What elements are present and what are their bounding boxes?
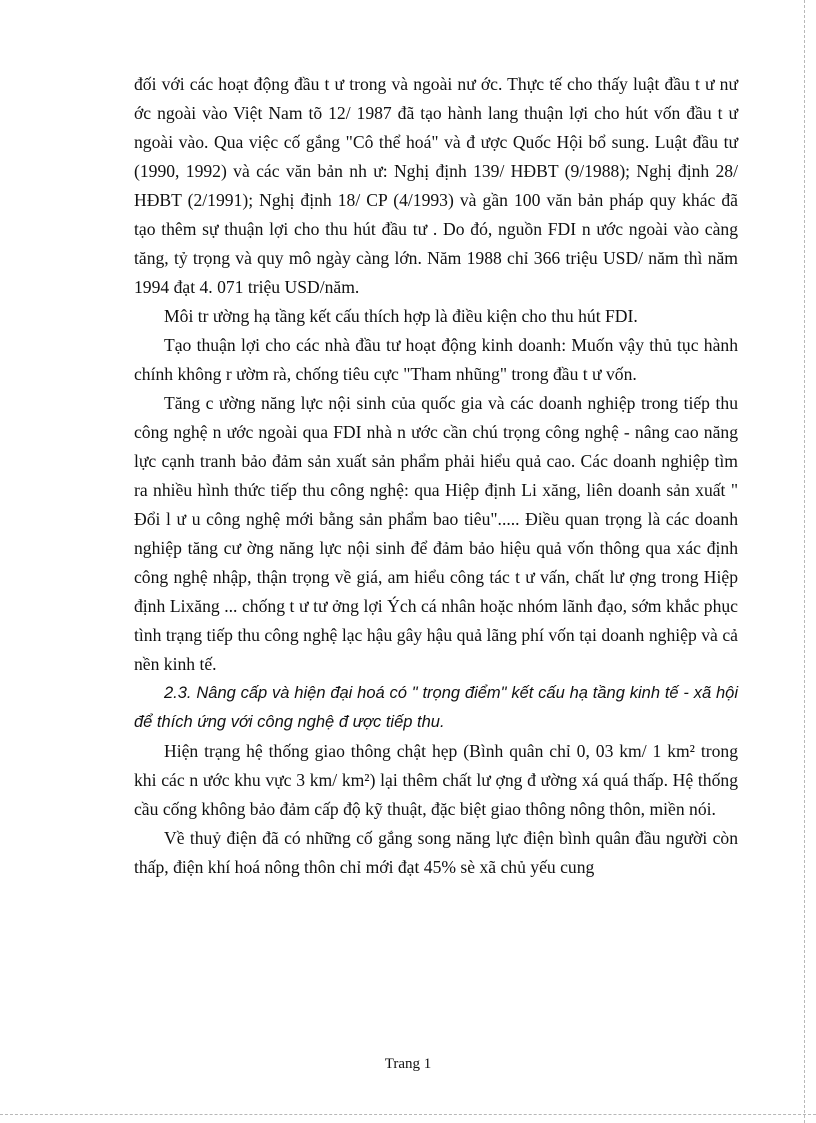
paragraph-technology-capacity: Tăng c ường năng lực nội sinh của quốc gia và các doanh nghiệp trong tiếp thu công nghệ n ước ngoài qua FDI nhà n ước cần chú trọng công nghệ - nâng cao năng lực cạnh tranh bảo đảm sản xuất sản phẩm phải hiểu quả cao. Các doanh nghiệp tìm ra nhiều hình thức tiếp thu công nghệ: qua Hiệp định Li xăng, liên doanh sản xuất " Đổi l ư u công nghệ mới bằng sản phẩm bao tiêu"..... Điều quan trọng là các doanh nghiệp tăng cư ờng năng lực nội sinh để đảm bảo hiệu quả vốn thông qua xác định công nghệ nhập, thận trọng về giá, am hiểu công tác t ư vấn, chất lư ợng trong Hiệp định Lixăng ... chống t ư tư ởng lợi Ých cá nhân hoặc nhóm lãnh đạo, sớm khắc phục tình trạng tiếp thu công nghệ lạc hậu gây hậu quả lãng phí vốn tại doanh nghiệp và cả nền kinh tế. bbox=[134, 393, 738, 674]
paragraph-fdi-legal-framework: đối với các hoạt động đầu t ư trong và ngoài nư ớc. Thực tế cho thấy luật đầu t ư nư ớc ngoài vào Việt Nam tõ 12/ 1987 đã tạo hành lang thuận lợi cho hút vốn đầu t ư ngoài vào. Qua việc cố gắng "Cô thể hoá" và đ ược Quốc Hội bổ sung. Luật đầu tư (1990, 1992) và các văn bản nh ư: Nghị định 139/ HĐBT (9/1988); Nghị định 28/ HĐBT (2/1991); Nghị định 18/ CP (4/1993) và gần 100 văn bản pháp quy khác đã tạo thêm sự thuận lợi cho thu hút đầu tư . Do đó, nguồn FDI n ước ngoài vào càng tăng, tỷ trọng và quy mô ngày càng lớn. Năm 1988 chỉ 366 triệu USD/ năm thì năm 1994 đạt 4. 071 triệu USD/năm. bbox=[134, 74, 738, 297]
paragraph-infrastructure: Môi tr ường hạ tầng kết cấu thích hợp là điều kiện cho thu hút FDI. bbox=[164, 306, 638, 326]
section-heading-2-3: 2.3. Nâng cấp và hiện đại hoá có " trọng điểm" kết cấu hạ tầng kinh tế - xã hội để thích ứng với công nghệ đ ược tiếp thu. bbox=[134, 684, 738, 731]
paragraph-business-facilitation: Tạo thuận lợi cho các nhà đầu tư hoạt động kinh doanh: Muốn vậy thủ tục hành chính không r ườm rà, chống tiêu cực "Tham nhũng" trong đầu t ư vốn. bbox=[134, 335, 738, 384]
paragraph-transport: Hiện trạng hệ thống giao thông chật hẹp (Bình quân chỉ 0, 03 km/ 1 km² trong khi các n ước khu vực 3 km/ km²) lại thêm chất lư ợng đ ường xá quá thấp. Hệ thống cầu cống không bảo đảm cấp độ kỹ thuật, đặc biệt giao thông nông thôn, miền nói. bbox=[134, 741, 738, 819]
page-edge-bottom-divider bbox=[0, 1114, 816, 1115]
page-footer: Trang 1 bbox=[384, 1056, 432, 1072]
page-edge-right-divider bbox=[804, 0, 805, 1123]
document-body bbox=[134, 70, 738, 882]
paragraph-hydropower: Về thuỷ điện đã có những cố gắng song năng lực điện bình quân đầu người còn thấp, điện khí hoá nông thôn chỉ mới đạt 45% sè xã chủ yếu cung bbox=[134, 828, 738, 877]
